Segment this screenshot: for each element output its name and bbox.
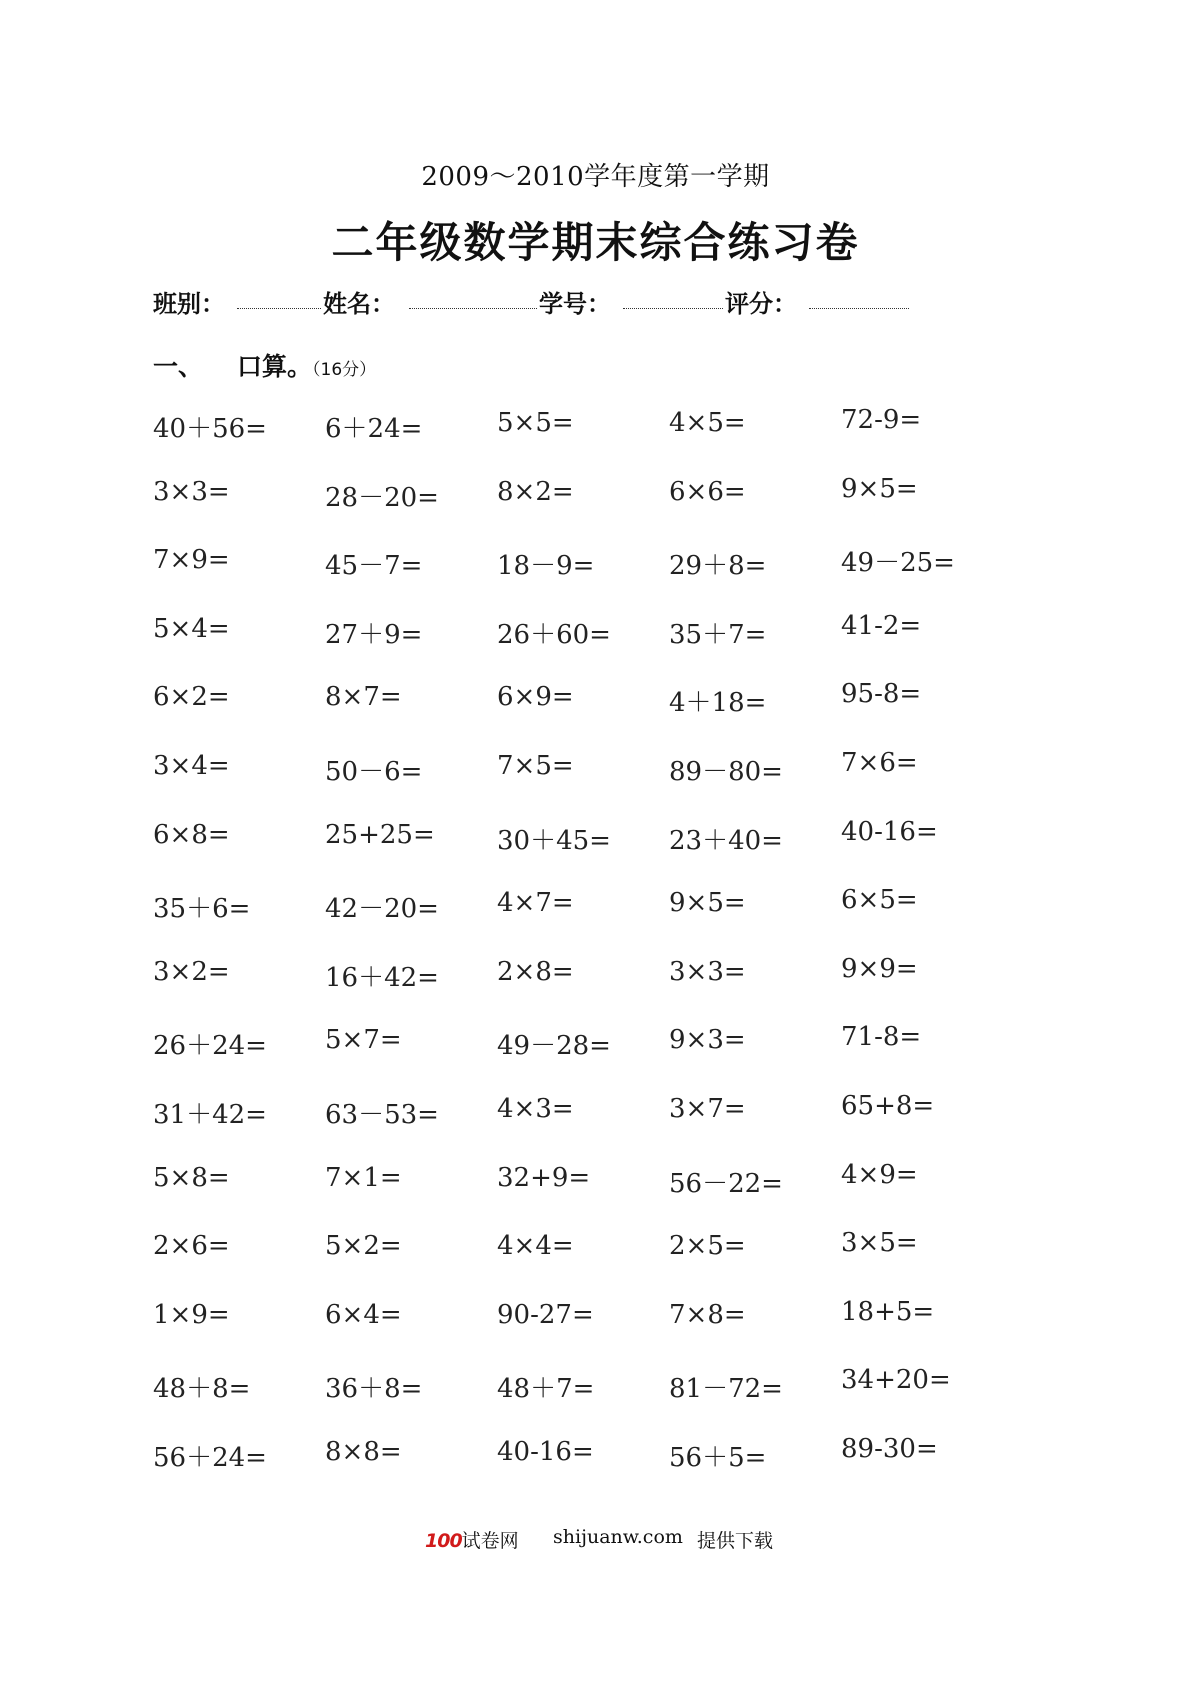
arithmetic-problem: 56＋24= — [153, 1443, 267, 1473]
class-blank[interactable] — [237, 308, 321, 309]
arithmetic-problem: 35＋6= — [153, 894, 251, 925]
problem-row — [153, 816, 1053, 860]
arithmetic-problem: 9×5= — [841, 473, 918, 504]
arithmetic-problem: 36＋8= — [325, 1374, 423, 1405]
arithmetic-problem: 49－25= — [841, 548, 955, 579]
arithmetic-problem: 72-9= — [841, 405, 922, 435]
arithmetic-problem: 29＋8= — [669, 551, 767, 582]
arithmetic-problem: 6×5= — [841, 885, 918, 916]
arithmetic-problem: 4×3= — [497, 1094, 574, 1124]
arithmetic-problem: 3×5= — [841, 1228, 918, 1259]
arithmetic-problem: 2×5= — [669, 1231, 746, 1262]
student-number-label: 学号： — [539, 290, 611, 318]
arithmetic-problem: 56－22= — [669, 1168, 783, 1199]
arithmetic-problem: 40-16= — [841, 816, 938, 847]
arithmetic-problem: 8×8= — [325, 1437, 402, 1467]
arithmetic-problem: 89-30= — [841, 1434, 938, 1464]
arithmetic-problem: 4＋18= — [669, 688, 767, 719]
section-heading — [153, 347, 376, 383]
arithmetic-problem: 4×5= — [669, 408, 746, 438]
arithmetic-problem: 8×7= — [325, 682, 402, 713]
logo-number: 100 — [425, 1530, 462, 1552]
arithmetic-problem: 45－7= — [325, 551, 423, 582]
problem-row — [153, 473, 1053, 517]
arithmetic-problem: 7×9= — [153, 545, 230, 576]
arithmetic-problem: 18+5= — [841, 1296, 935, 1327]
arithmetic-problem: 40＋56= — [153, 414, 267, 444]
problem-row — [153, 1091, 1053, 1134]
arithmetic-problem: 4×4= — [497, 1231, 574, 1262]
score-label: 评分： — [725, 290, 797, 318]
arithmetic-problem: 3×3= — [669, 956, 746, 987]
arithmetic-problem: 5×8= — [153, 1162, 230, 1193]
arithmetic-problem: 32+9= — [497, 1162, 591, 1193]
problem-row — [153, 1159, 1053, 1203]
arithmetic-problem: 65+8= — [841, 1091, 935, 1121]
problem-row — [153, 610, 1053, 654]
arithmetic-problem: 5×2= — [325, 1231, 402, 1262]
problem-row — [153, 1228, 1053, 1271]
problem-row — [153, 1365, 1053, 1408]
arithmetic-problem: 48＋8= — [153, 1374, 251, 1405]
arithmetic-problem: 63－53= — [325, 1100, 439, 1130]
arithmetic-problem: 2×8= — [497, 956, 574, 987]
arithmetic-problem: 56＋5= — [669, 1443, 767, 1473]
arithmetic-problem: 26＋60= — [497, 619, 611, 650]
problem-row — [153, 953, 1053, 997]
class-label: 班别： — [153, 290, 225, 318]
site-url[interactable]: shijuanw.com — [553, 1526, 683, 1548]
problem-row — [153, 679, 1053, 722]
arithmetic-problem: 31＋42= — [153, 1100, 267, 1130]
arithmetic-problem: 89－80= — [669, 757, 783, 787]
arithmetic-problem: 4×9= — [841, 1159, 918, 1190]
problem-row — [153, 1022, 1053, 1065]
arithmetic-problem: 35＋7= — [669, 619, 767, 650]
logo-text: 试卷网 — [461, 1530, 519, 1552]
student-number-blank[interactable] — [623, 308, 723, 309]
arithmetic-problem: 5×5= — [497, 408, 574, 438]
arithmetic-problem: 26＋24= — [153, 1031, 267, 1062]
name-label: 姓名： — [323, 290, 395, 318]
arithmetic-problem: 25+25= — [325, 819, 435, 850]
arithmetic-problem: 18－9= — [497, 551, 595, 582]
arithmetic-problem: 7×1= — [325, 1162, 402, 1193]
arithmetic-problem: 34+20= — [841, 1365, 951, 1396]
site-logo — [425, 1526, 519, 1553]
arithmetic-problem: 7×5= — [497, 751, 574, 781]
arithmetic-problem: 28－20= — [325, 482, 439, 513]
section-points: （16分） — [312, 360, 377, 380]
arithmetic-problem: 40-16= — [497, 1437, 594, 1467]
arithmetic-problem: 49－28= — [497, 1031, 611, 1062]
arithmetic-problem: 9×3= — [669, 1025, 746, 1056]
arithmetic-problem: 9×5= — [669, 888, 746, 919]
arithmetic-problem: 8×2= — [497, 476, 574, 507]
provide-download-text: 提供下载 — [697, 1530, 774, 1552]
arithmetic-problem: 6×6= — [669, 476, 746, 507]
exam-title: 二年级数学期末综合练习卷 — [331, 218, 860, 267]
arithmetic-problem: 7×6= — [841, 748, 918, 778]
arithmetic-problem: 81－72= — [669, 1374, 783, 1405]
arithmetic-problem: 16＋42= — [325, 962, 439, 993]
arithmetic-problem: 3×3= — [153, 476, 230, 507]
arithmetic-problem: 4×7= — [497, 888, 574, 919]
arithmetic-problem: 7×8= — [669, 1299, 746, 1330]
problem-row — [153, 405, 1053, 448]
problem-row — [153, 885, 1053, 928]
section-number: 一、 — [153, 352, 204, 381]
score-blank[interactable] — [809, 308, 909, 309]
arithmetic-problem: 6×9= — [497, 682, 574, 713]
arithmetic-problem: 48＋7= — [497, 1374, 595, 1405]
arithmetic-problem: 3×2= — [153, 956, 230, 987]
arithmetic-problem: 30＋45= — [497, 825, 611, 856]
arithmetic-problem: 6×8= — [153, 819, 230, 850]
arithmetic-problem: 50－6= — [325, 757, 423, 787]
arithmetic-problem: 3×7= — [669, 1094, 746, 1124]
arithmetic-problem: 3×4= — [153, 751, 230, 781]
arithmetic-problem: 42－20= — [325, 894, 439, 925]
year-title: 2009～2010学年度第一学期 — [421, 162, 770, 192]
arithmetic-problem: 41-2= — [841, 610, 922, 641]
problem-row — [153, 545, 1053, 585]
problem-row — [153, 1296, 1053, 1340]
arithmetic-problem: 6×2= — [153, 682, 230, 713]
arithmetic-problem: 95-8= — [841, 679, 922, 710]
arithmetic-problem: 9×9= — [841, 953, 918, 984]
arithmetic-problem: 23＋40= — [669, 825, 783, 856]
arithmetic-problem: 1×9= — [153, 1299, 230, 1330]
section-title: 口算。 — [237, 352, 313, 381]
arithmetic-problem: 90-27= — [497, 1299, 594, 1330]
arithmetic-problem: 71-8= — [841, 1022, 922, 1053]
name-blank[interactable] — [409, 308, 537, 309]
arithmetic-problem: 5×4= — [153, 613, 230, 644]
problem-row — [153, 1434, 1053, 1477]
problem-row — [153, 748, 1053, 791]
arithmetic-problem: 2×6= — [153, 1231, 230, 1262]
arithmetic-problem: 6×4= — [325, 1299, 402, 1330]
arithmetic-problem: 27＋9= — [325, 619, 423, 650]
arithmetic-problem: 6＋24= — [325, 414, 423, 444]
footer — [0, 1526, 1191, 1556]
arithmetic-problem: 5×7= — [325, 1025, 402, 1056]
